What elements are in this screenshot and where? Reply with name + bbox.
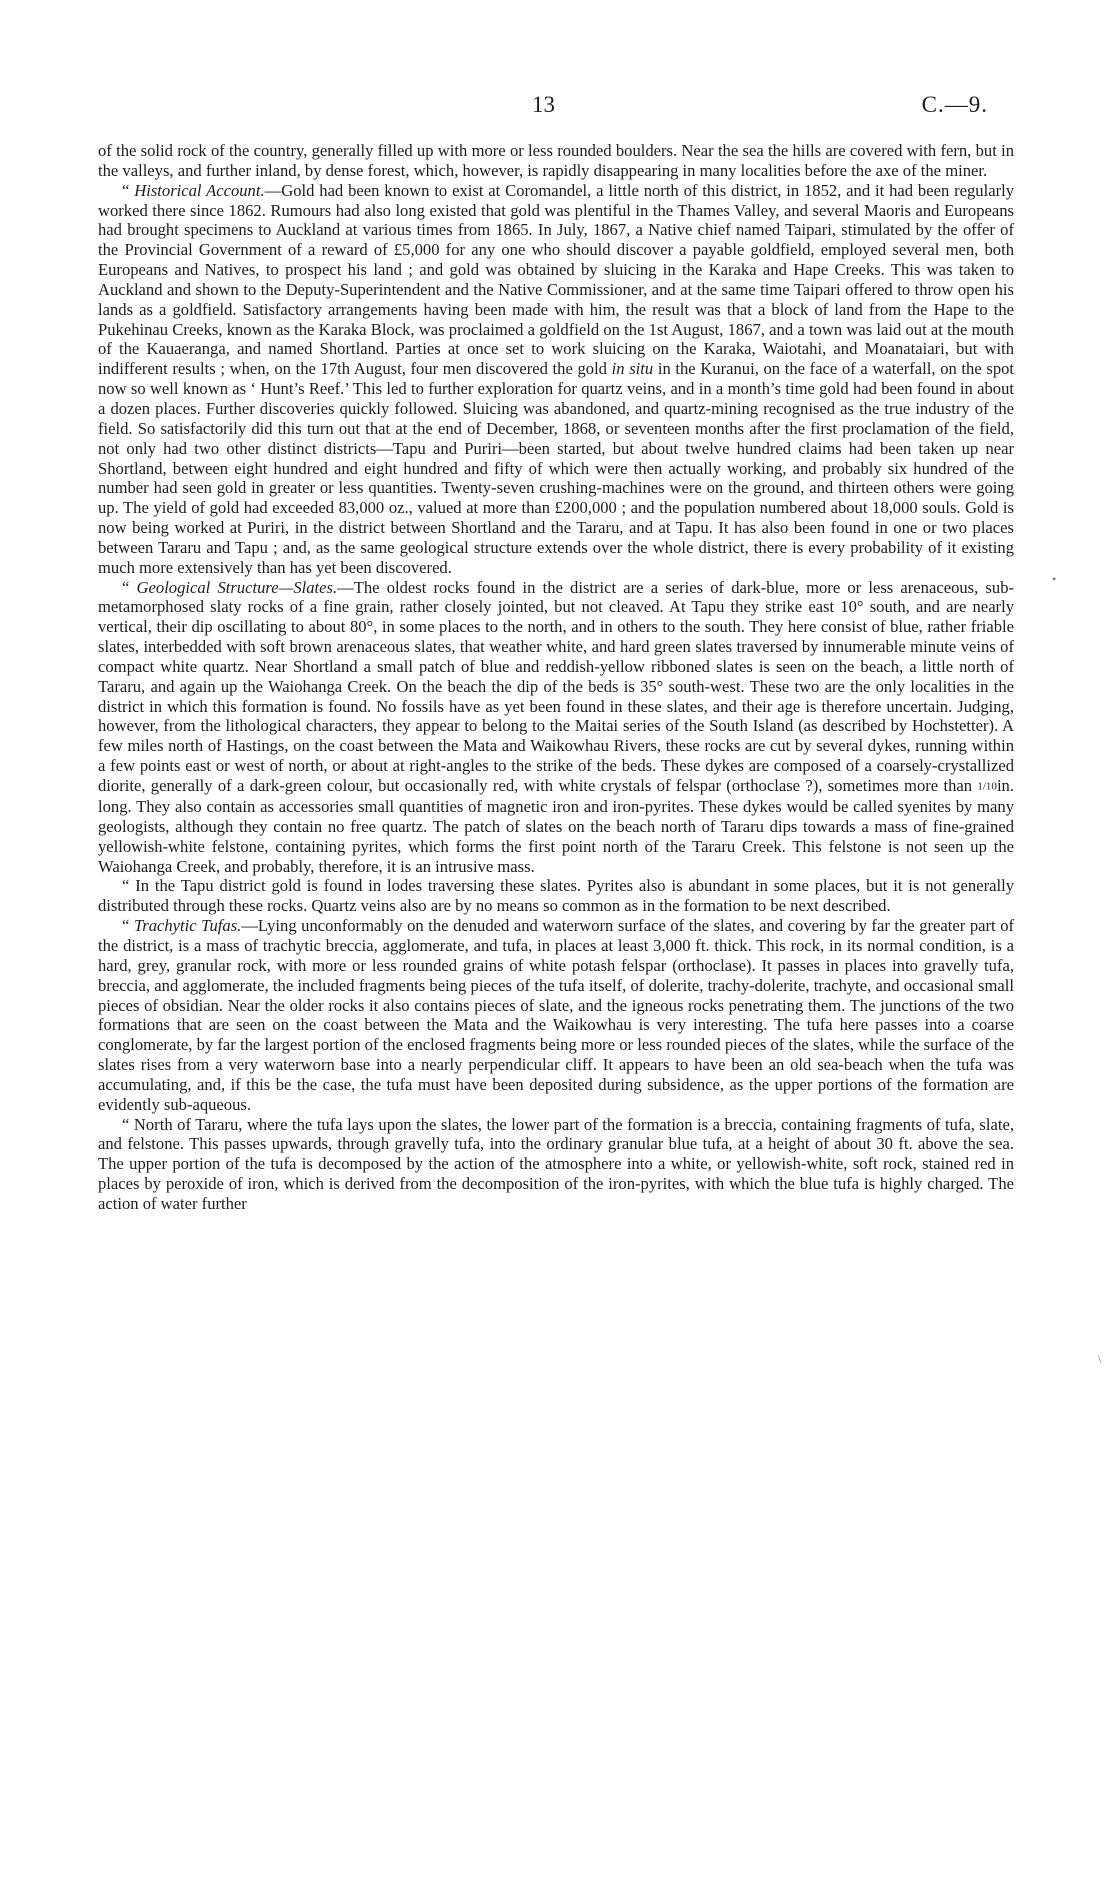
text-run: “ In the Tapu district gold is found in lodes traversing these slates. Pyrites also is abundant in some places, but it is not generally distributed through these rocks. Quartz veins also are by no means so common as in the formation to be next described. — [98, 876, 1014, 916]
page-header — [0, 92, 1114, 126]
text-run: —Gold had been known to exist at Coromandel, a little north of this district, in 1852, and it had been regularly worked there since 1862. Rumours had also long existed that gold was plentiful in the Thames Valley, and several Maoris and Europeans had brought specimens to Auckland at various times from 1865. In July, 1867, a Native chief named Taipari, stimulated by the offer of the Provincial Government of a reward of £5,000 for any one who should discover a payable goldfield, employed several men, both Europeans and Natives, to prospect his land ; and gold was obtained by sluicing in the Karaka and Hape Creeks. This was taken to Auckland and shown to the Deputy-Superintendent and the Native Commissioner, and at the same time Taipari offered to throw open his lands as a goldfield. Satisfactory arrangements having been made with him, the result was that a block of land from the Hape to the Pukehinau Creeks, known as the Karaka Block, was proclaimed a goldfield on the 1st August, 1867, and a town was laid out at the mouth of the Kauaeranga, and named Shortland. Parties at once set to work sluicing on the Karaka, Waiotahi, and Moanataiari, but with indifferent results ; when, on the 17th August, four men discovered the gold — [98, 180, 1015, 379]
italic-run: Historical Account. — [134, 180, 265, 200]
body-text — [98, 141, 1014, 1214]
italic-run: Geological Structure—Slates. — [136, 577, 338, 597]
text-run: “ North of Tararu, where the tufa lays upon the slates, the lower part of the formation is a breccia, containing fragments of tufa, slate, and felstone. This passes upwards, through gravelly tufa, into the ordinary granular blue tufa, at a height of about 30 ft. above the sea. The upper portion of the tufa is decomposed by the action of the atmosphere into a white, or yellowish-white, soft rock, stained red in places by peroxide of iron, which is derived from the decomposition of the iron-pyrites, with which the blue tufa is highly charged. The action of water further — [98, 1114, 1014, 1213]
text-run: —Lying unconformably on the denuded and waterworn surface of the slates, and covering by far the greater part of the district, is a mass of trachytic breccia, agglomerate, and tufa, in places at least 3,000 ft. thick. This rock, in its normal condition, is a hard, grey, granular rock, with more or less rounded grains of white potash felspar (orthoclase). It passes in places into gravelly tufa, breccia, and agglomerate, the included fragments being pieces of the tufa itself, of dolerite, trachy-dolerite, trachyte, and occasional small pieces of obsidian. Near the older rocks it also contains pieces of slate, and the igneous rocks penetrating them. The junctions of the two formations that are seen on the coast between the Mata and the Waikowhau is very interesting. The tufa here passes into a coarse conglomerate, by far the largest portion of the enclosed fragments being more or less rounded pieces of the slates, while the surface of the slates rises from a very waterworn base into a nearly perpendicular cliff. It appears to have been an old sea-beach when the tufa was accumulating, and, if this be the case, the tufa must have been deposited during subsidence, as the upper portions of the formation are evidently sub-aqueous. — [98, 916, 1015, 1114]
text-run: “ — [122, 180, 135, 200]
margin-mark: \ — [1098, 1352, 1102, 1366]
document-reference: C.—9. — [921, 92, 988, 117]
paragraph-geological-structure — [98, 578, 1014, 877]
paragraph-continuation — [98, 141, 1014, 181]
text-run: “ — [122, 916, 134, 936]
text-run: —The oldest rocks found in the district are a series of dark-blue, more or less arenaceous, sub-metamorphosed slaty rocks of a fine grain, rather closely jointed, but not cleaved. At Tapu they strike east 10° south, and are nearly vertical, their dip oscillating to about 80°, in some places to the north, and in others to the south. They here consist of blue, rather friable slates, interbedded with soft brown arenaceous slates, that weather white, and hard green slates traversed by innumerable minute veins of compact white quartz. Near Shortland a small patch of blue and reddish-yellow ribboned slates is seen on the beach, a little north of Tararu, and again up the Waiohanga Creek. On the beach the dip of the beds is 35° south-west. These two are the only localities in the district in which this formation is found. No fossils have as yet been found in these slates, and their age is therefore uncertain. Judging, however, from the lithological characters, they appear to belong to the Maitai series of the South Island (as described by Hochstetter). A few miles north of Hastings, on the coast between the Mata and Waikowhau Rivers, these rocks are cut by several dykes, running within a few points east or west of north, or about at right-angles to the strike of the beds. These dykes are composed of a coarsely-crystallized diorite, generally of a dark-green colour, but occasionally red, with white crystals of felspar (orthoclase ?), sometimes more than — [98, 577, 1015, 795]
paragraph-north-of-tararu — [98, 1115, 1014, 1214]
italic-run: in situ — [611, 359, 654, 379]
fraction: 1/10 — [977, 780, 997, 793]
paragraph-historical-account — [98, 181, 1014, 578]
margin-mark: • — [1052, 572, 1057, 586]
text-run: in the Kuranui, on the face of a waterfall, on the spot now so well known as ‘ Hunt’s Reef.’ This led to further exploration for quartz veins, and in a month’s time gold had been found in about a dozen places. Further discoveries quickly followed. Sluicing was abandoned, and quartz-mining recognised as the true industry of the field. So satisfactorily did this turn out that at the end of December, 1868, or seventeen months after the first proclamation of the field, not only had two other distinct districts—Tapu and Puriri—been started, but about twelve hundred claims had been taken up near Shortland, between eight hundred and eight hundred and fifty of which were then actually working, and probably six hundred of the number had seen gold in greater or less quantities. Twenty-seven crushing-machines were on the ground, and thirteen others were going up. The yield of gold had exceeded 83,000 oz., valued at more than £200,000 ; and the population numbered about 18,000 souls. Gold is now being worked at Puriri, in the district between Shortland and the Tararu, and at Tapu. It has also been found in one or two places between Tararu and Tapu ; and, as the same geological structure extends over the whole district, there is every probability of it existing much more extensively than has yet been discovered. — [98, 359, 1015, 577]
paragraph-trachytic-tufas — [98, 916, 1014, 1114]
text-run: of the solid rock of the country, generally filled up with more or less rounded boulders. Near the sea the hills are covered with fern, but in the valleys, and further inland, by dense forest, which, however, is rapidly disappearing in many localities before the axe of the miner. — [98, 141, 1014, 180]
italic-run: Trachytic Tufas. — [133, 916, 242, 936]
text-run: “ — [122, 577, 137, 597]
paragraph-tapu-district — [98, 876, 1014, 916]
text-run: in. long. They also contain as accessories small quantities of magnetic iron and iron-pyrites. These dykes would be called syenites by many geologists, although they contain no free quartz. The patch of slates on the beach north of Tararu dips towards a mass of fine-grained yellowish-white felstone, containing pyrites, which forms the first point north of the Tararu Creek. This felstone is not seen up the Waiohanga Creek, and probably, therefore, it is an intrusive mass. — [98, 776, 1014, 876]
page-number: 13 — [532, 92, 555, 117]
